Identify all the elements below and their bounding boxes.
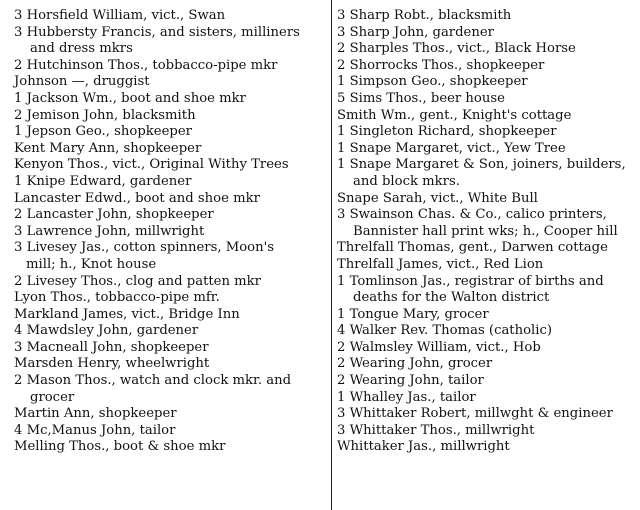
entry-continuation: grocer	[30, 389, 75, 405]
entry-line: Markland James, vict., Bridge Inn	[14, 306, 240, 322]
entry-line: 2 Wearing John, tailor	[337, 373, 484, 389]
directory-entry	[337, 257, 637, 274]
entry-line: 3 Swainson Chas. & Co., calico printers,	[337, 207, 607, 223]
directory-entry	[14, 25, 330, 58]
entry-line: 2 Mason Thos., watch and clock mkr. and	[14, 373, 292, 389]
entry-line: 3 Macneall John, shopkeeper	[14, 339, 209, 355]
left-column	[14, 8, 330, 456]
entry-line: 3 Livesey Jas., cotton spinners, Moon's	[14, 240, 275, 256]
entry-line: 2 Walmsley William, vict., Hob	[337, 339, 541, 355]
entry-line: 2 Wearing John, grocer	[337, 356, 493, 372]
entry-continuation: Bannister hall print wks; h., Cooper hill	[353, 223, 618, 239]
entry-line: 2 Shorrocks Thos., shopkeeper	[337, 57, 545, 73]
directory-entry	[14, 124, 330, 141]
entry-line: 3 Whittaker Thos., millwright	[337, 422, 535, 438]
directory-entry	[337, 58, 637, 75]
entry-line: 5 Sims Thos., beer house	[337, 90, 505, 106]
directory-entry	[337, 157, 637, 190]
directory-entry	[14, 207, 330, 224]
directory-entry	[14, 406, 330, 423]
entry-line: 1 Singleton Richard, shopkeeper	[337, 124, 557, 140]
directory-entry	[337, 124, 637, 141]
entry-line: Melling Thos., boot & shoe mkr	[14, 439, 226, 455]
entry-line: 2 Jemison John, blacksmith	[14, 107, 196, 123]
directory-entry	[14, 224, 330, 241]
directory-entry	[14, 141, 330, 158]
directory-entry	[337, 41, 637, 58]
directory-entry	[14, 274, 330, 291]
directory-entry	[14, 373, 330, 406]
directory-entry	[337, 373, 637, 390]
directory-entry	[337, 240, 637, 257]
entry-line: 1 Tomlinson Jas., registrar of births and	[337, 273, 604, 289]
entry-line: 2 Lancaster John, shopkeeper	[14, 207, 214, 223]
entry-line: Kenyon Thos., vict., Original Withy Trees	[14, 157, 289, 173]
directory-entry	[14, 240, 330, 273]
directory-entry	[337, 323, 637, 340]
entry-continuation: mill; h., Knot house	[26, 256, 157, 272]
directory-entry	[337, 207, 637, 240]
entry-line: 1 Tongue Mary, grocer	[337, 306, 489, 322]
directory-entry	[14, 91, 330, 108]
entry-line: 4 Mawdsley John, gardener	[14, 323, 199, 339]
directory-entry	[337, 8, 637, 25]
directory-entry	[337, 390, 637, 407]
entry-line: Marsden Henry, wheelwright	[14, 356, 210, 372]
directory-entry	[337, 25, 637, 42]
directory-entry	[337, 340, 637, 357]
directory-entry	[337, 356, 637, 373]
entry-line: 1 Whalley Jas., tailor	[337, 389, 476, 405]
entry-line: 1 Jepson Geo., shopkeeper	[14, 124, 192, 140]
entry-line: 2 Sharples Thos., vict., Black Horse	[337, 41, 576, 57]
right-column	[337, 8, 637, 456]
column-divider	[331, 0, 332, 510]
entry-continuation: and block mkrs.	[353, 173, 460, 189]
directory-entry	[14, 174, 330, 191]
directory-entry	[337, 74, 637, 91]
directory-entry	[337, 274, 637, 307]
directory-entry	[14, 323, 330, 340]
directory-entry	[14, 356, 330, 373]
directory-entry	[14, 74, 330, 91]
entry-line: 3 Sharp John, gardener	[337, 24, 494, 40]
entry-line: Kent Mary Ann, shopkeeper	[14, 140, 202, 156]
directory-entry	[337, 141, 637, 158]
entry-line: 2 Hutchinson Thos., tobbacco-pipe mkr	[14, 57, 278, 73]
entry-line: 1 Snape Margaret & Son, joiners, builders,	[337, 157, 626, 173]
directory-entry	[14, 58, 330, 75]
entry-line: 3 Sharp Robt., blacksmith	[337, 8, 512, 23]
entry-line: 4 Mc,Manus John, tailor	[14, 422, 176, 438]
entry-line: Johnson —, druggist	[14, 74, 150, 90]
directory-entry	[337, 108, 637, 125]
directory-entry	[337, 91, 637, 108]
entry-continuation: deaths for the Walton district	[353, 290, 550, 306]
directory-entry	[14, 439, 330, 456]
directory-entry	[337, 439, 637, 456]
entry-line: 2 Livesey Thos., clog and patten mkr	[14, 273, 261, 289]
entry-line: 3 Lawrence John, millwright	[14, 223, 205, 239]
entry-line: Lyon Thos., tobbacco-pipe mfr.	[14, 290, 220, 306]
entry-line: 3 Whittaker Robert, millwght & engineer	[337, 406, 613, 422]
entry-line: 1 Simpson Geo., shopkeeper	[337, 74, 528, 90]
entry-line: Lancaster Edwd., boot and shoe mkr	[14, 190, 260, 206]
entry-line: Snape Sarah, vict., White Bull	[337, 190, 538, 206]
directory-entry	[14, 108, 330, 125]
directory-entry	[14, 423, 330, 440]
directory-entry	[337, 406, 637, 423]
directory-entry	[14, 307, 330, 324]
entry-line: Whittaker Jas., millwright	[337, 439, 510, 455]
directory-entry	[14, 157, 330, 174]
directory-entry	[337, 423, 637, 440]
entry-line: 1 Jackson Wm., boot and shoe mkr	[14, 90, 246, 106]
directory-entry	[14, 290, 330, 307]
entry-line: 4 Walker Rev. Thomas (catholic)	[337, 323, 553, 339]
directory-entry	[14, 340, 330, 357]
directory-entry	[14, 8, 330, 25]
entry-line: Smith Wm., gent., Knight's cottage	[337, 107, 572, 123]
entry-line: 1 Knipe Edward, gardener	[14, 173, 192, 189]
entry-line: 3 Hubbersty Francis, and sisters, milliners	[14, 24, 300, 40]
directory-entry	[14, 191, 330, 208]
entry-continuation: and dress mkrs	[30, 41, 133, 57]
entry-line: Threlfall Thomas, gent., Darwen cottage	[337, 240, 608, 256]
directory-entry	[337, 191, 637, 208]
entry-line: 3 Horsfield William, vict., Swan	[14, 8, 226, 23]
entry-line: Threlfall James, vict., Red Lion	[337, 256, 544, 272]
entry-line: Martin Ann, shopkeeper	[14, 406, 177, 422]
entry-line: 1 Snape Margaret, vict., Yew Tree	[337, 140, 566, 156]
directory-entry	[337, 307, 637, 324]
